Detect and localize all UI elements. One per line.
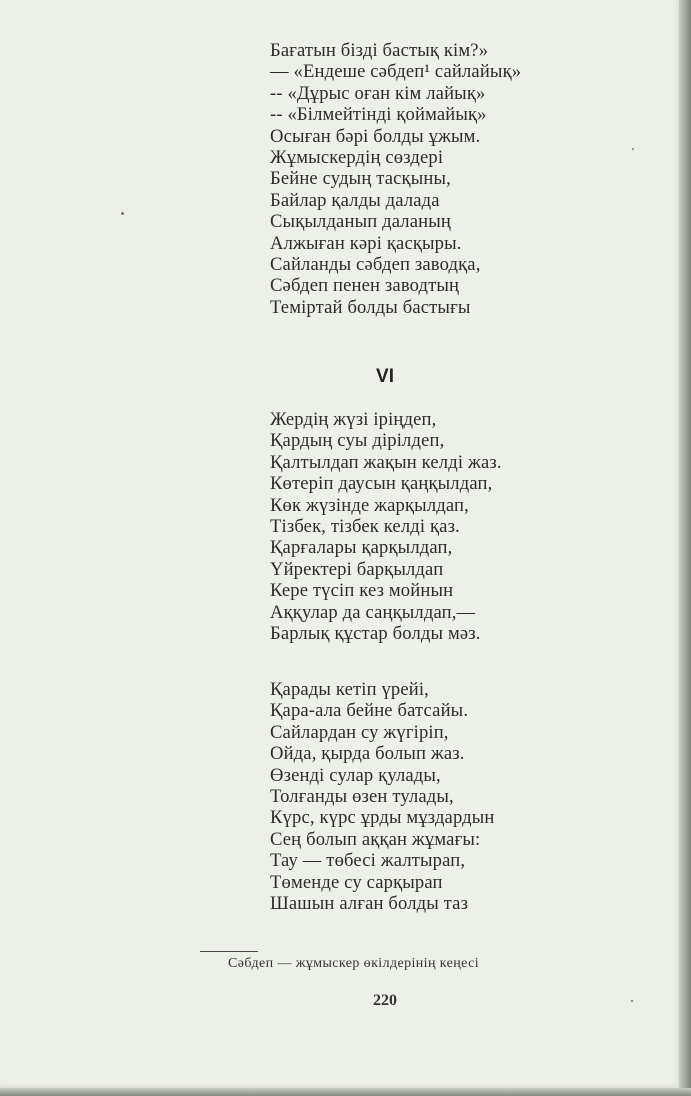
page-edge-shadow [0, 1088, 691, 1096]
verse-line: Қардың суы дірілдеп, [270, 430, 445, 452]
verse-line: Ойда, қырда болып жаз. [270, 743, 465, 765]
verse-line: Осыған бәрі болды ұжым. [270, 125, 481, 147]
stanza-2 [270, 409, 502, 644]
verse-line: Аққулар да саңқылдап,— [270, 601, 476, 623]
verse-line: Кере түсіп кез мойнын [270, 580, 454, 602]
verse-line: Тау — төбесі жалтырап, [270, 850, 466, 872]
verse-line: Сең болып аққан жұмағы: [270, 828, 481, 850]
verse-line: -- «Дұрыс оған кім лайық» [270, 82, 486, 104]
verse-line: Алжыған кәрі қасқыры. [270, 232, 462, 254]
verse-line: Жердің жүзі іріңдеп, [270, 409, 437, 430]
verse-line: Бейне судың тасқыны, [270, 168, 451, 190]
footnote: Сәбдеп — жұмыскер өкілдерінің кеңесі [228, 956, 479, 971]
verse-line: Күрс, күрс ұрды мұздардын [270, 807, 495, 829]
verse-line: Жұмыскердің сөздері [270, 147, 444, 169]
verse-line: Теміртай болды бастығы [270, 296, 471, 318]
stanza-3 [270, 679, 495, 914]
verse-line: -- «Білмейтінді қоймайық» [270, 104, 487, 126]
page-number: 220 [373, 992, 397, 1009]
verse-line: Қара-ала бейне батсайы. [270, 700, 469, 722]
verse-line: Сықылданып даланың [270, 211, 451, 233]
stanza-1 [270, 40, 521, 318]
verse-line: Бағатын бізді бастық кім?» [270, 40, 489, 61]
verse-line: Барлық құстар болды мәз. [270, 623, 481, 645]
verse-line: Сәбдеп пенен заводтың [270, 275, 460, 297]
verse-line: Қарғалары қарқылдап, [270, 537, 453, 559]
verse-line: Байлар қалды далада [270, 189, 440, 211]
verse-line: Толғанды өзен тулады, [270, 786, 454, 808]
verse-line: — «Ендеше сәбдеп¹ сайлайық» [270, 61, 522, 83]
verse-line: Төменде су сарқырап [270, 871, 443, 893]
verse-line: Өзенді сулар қулады, [270, 764, 441, 786]
verse-line: Үйректері барқылдап [270, 558, 444, 580]
verse-line: Тізбек, тізбек келді қаз. [270, 516, 460, 538]
verse-line: Көк жүзінде жарқылдап, [270, 494, 469, 516]
paper-speck [121, 212, 124, 215]
verse-line: Сайлардан су жүгіріп, [270, 721, 449, 743]
verse-line: Көтеріп даусын қаңқылдап, [270, 473, 493, 495]
paper-speck [632, 148, 634, 150]
section-heading: VI [376, 366, 394, 387]
verse-line: Сайланды сәбдеп заводқа, [270, 254, 481, 276]
page-edge-shadow [679, 0, 691, 1096]
verse-line: Шашын алған болды таз [270, 893, 469, 915]
footnote-rule [200, 951, 258, 952]
paper-speck [631, 1000, 633, 1002]
verse-line: Қарады кетіп үрейі, [270, 679, 429, 700]
verse-line: Қалтылдап жақын келді жаз. [270, 451, 502, 473]
